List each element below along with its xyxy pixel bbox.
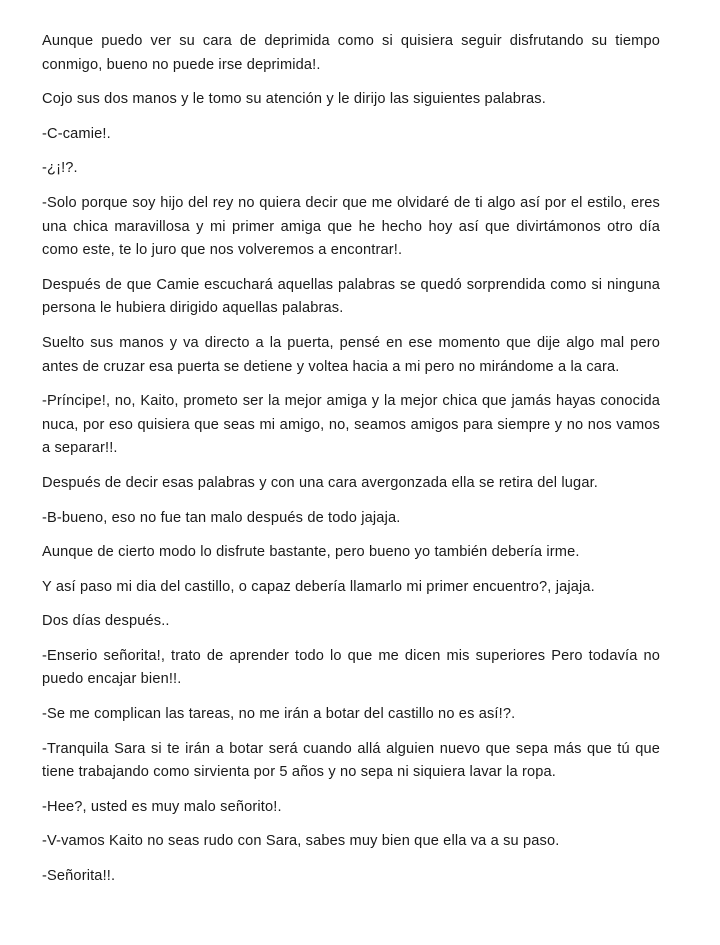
paragraph: Dos días después.. — [42, 613, 170, 630]
paragraph: Aunque de cierto modo lo disfrute bastante, pero bueno yo también debería irme. — [42, 544, 580, 561]
paragraph: -V-vamos Kaito no seas rudo con Sara, sabes muy bien que ella va a su paso. — [42, 833, 560, 850]
paragraph: Después de que Camie escuchará aquellas palabras se quedó sorprendida como si ninguna persona le hubiera dirigido aquellas palabras. — [42, 276, 660, 317]
paragraph: Aunque puedo ver su cara de deprimida como si quisiera seguir disfrutando su tiempo conmigo, bueno no puede irse deprimida!. — [42, 33, 660, 73]
paragraph: Suelto sus manos y va directo a la puerta, pensé en ese momento que dije algo mal pero antes de cruzar esa puerta se detiene y voltea hacia a mi pero no mirándome a la cara. — [42, 334, 660, 375]
paragraph: -B-bueno, eso no fue tan malo después de todo jajaja. — [42, 509, 401, 526]
paragraph: Cojo sus dos manos y le tomo su atención y le dirijo las siguientes palabras. — [42, 91, 546, 108]
paragraph: Y así paso mi dia del castillo, o capaz debería llamarlo mi primer encuentro?, jajaja. — [42, 578, 595, 595]
paragraph: -Príncipe!, no, Kaito, prometo ser la mejor amiga y la mejor chica que jamás hayas conocida nuca, por eso quisiera que seas mi amigo, no, seamos amigos para siempre y no nos vamos a separar!!. — [42, 393, 660, 457]
paragraph: -¿¡!?. — [42, 160, 78, 177]
paragraph: Después de decir esas palabras y con una cara avergonzada ella se retira del lugar. — [42, 474, 598, 491]
paragraph: -Se me complican las tareas, no me irán a botar del castillo no es así!?. — [42, 706, 516, 723]
paragraph: -C-camie!. — [42, 125, 111, 142]
paragraph: -Hee?, usted es muy malo señorito!. — [42, 798, 282, 815]
paragraph: -Tranquila Sara si te irán a botar será cuando allá alguien nuevo que sepa más que tú que tiene trabajando como sirvienta por 5 años y no sepa ni siquiera lavar la ropa. — [42, 740, 660, 781]
paragraph: -Solo porque soy hijo del rey no quiera decir que me olvidaré de ti algo así por el estilo, eres una chica maravillosa y mi primer amiga que he hecho hoy así que divirtámonos otro día como este, te lo juro que nos volveremos a encontrar!. — [42, 194, 660, 259]
document-page — [42, 30, 660, 900]
paragraph: -Señorita!!. — [42, 868, 116, 885]
paragraph: -Enserio señorita!, trato de aprender todo lo que me dicen mis superiores Pero todavía no puedo encajar bien!!. — [42, 647, 660, 688]
